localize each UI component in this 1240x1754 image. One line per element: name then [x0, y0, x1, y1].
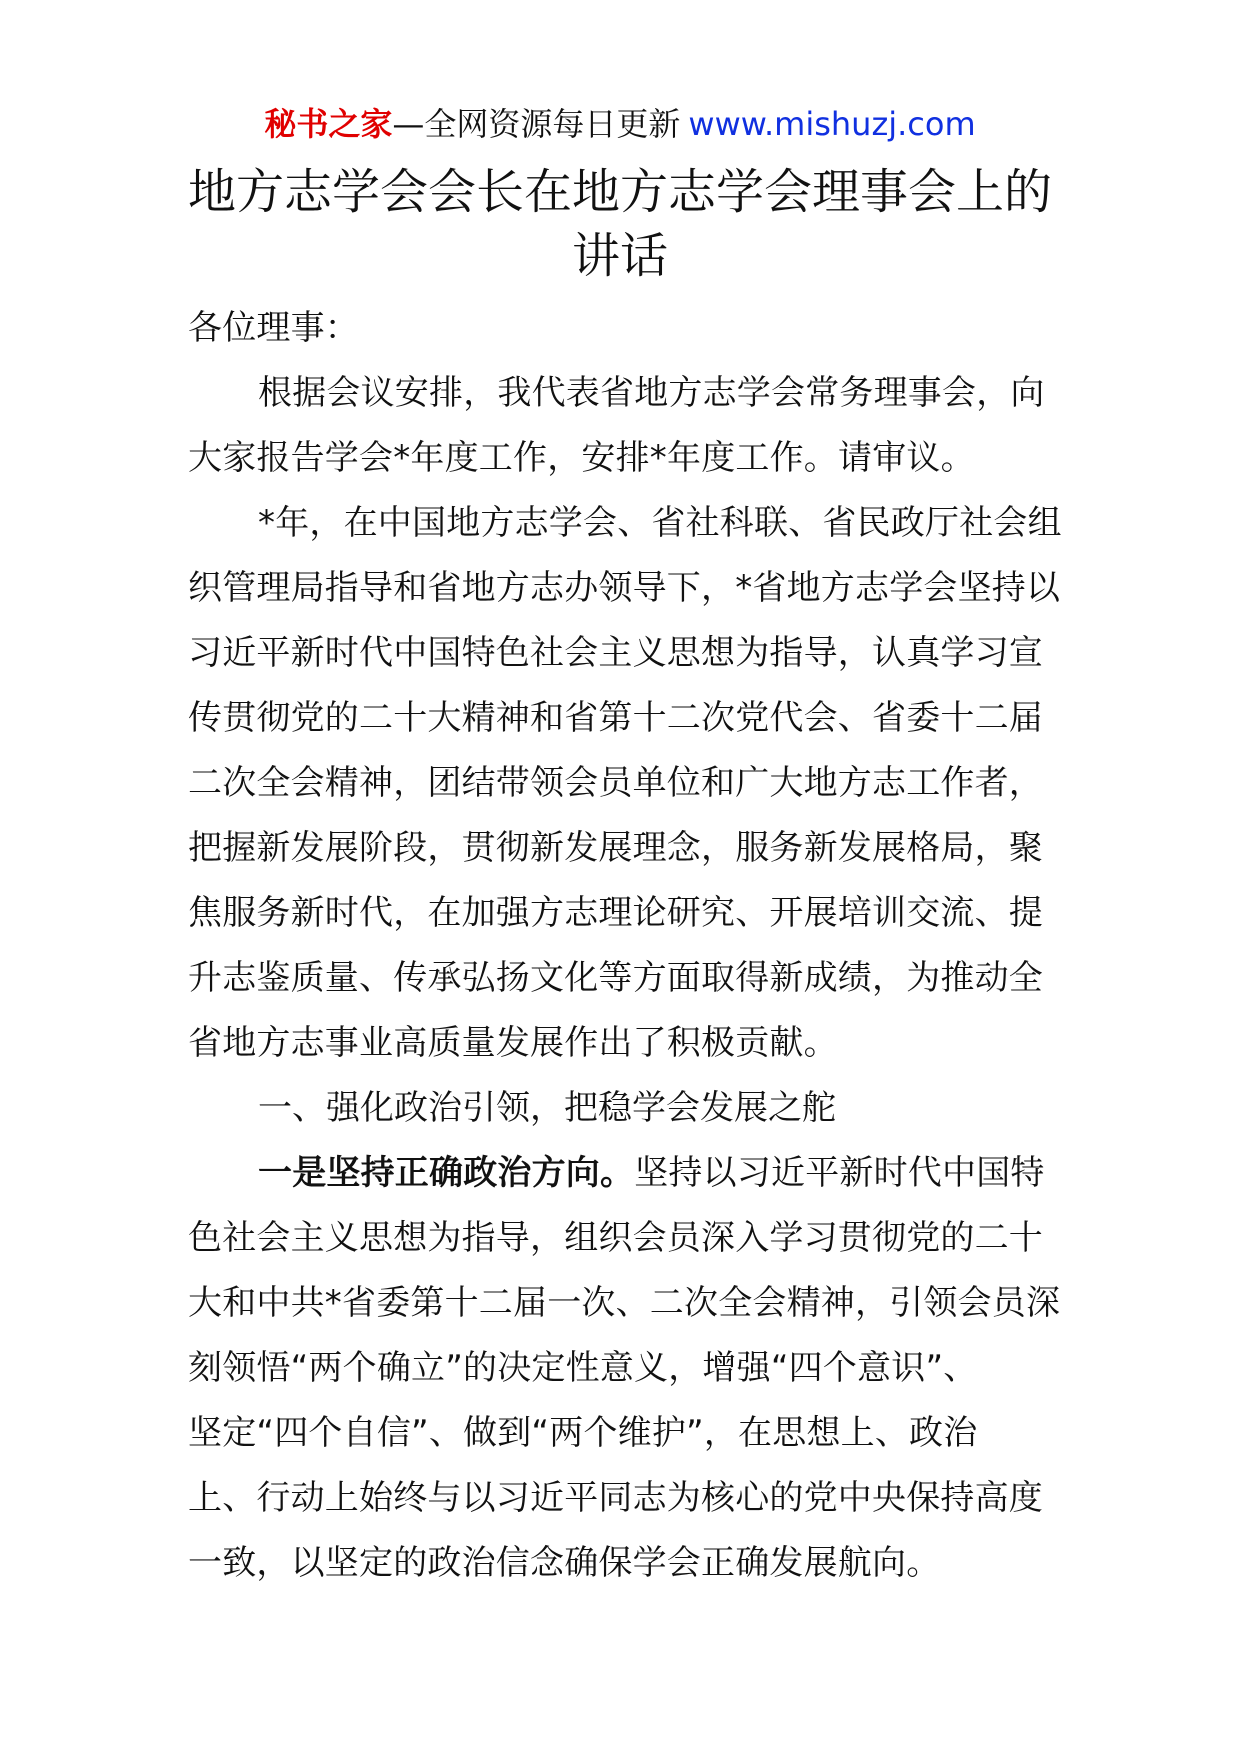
document-title — [150, 160, 1090, 288]
paragraph-line: 上、行动上始终与以习近平同志为核心的党中央保持高度 — [188, 1478, 1043, 1518]
paragraph-line: 一致，以坚定的政治信念确保学会正确发展航向。 — [188, 1543, 941, 1583]
document-title-line-1: 地方志学会会长在地方志学会理事会上的 — [187, 164, 1052, 220]
site-header — [0, 102, 1240, 146]
site-url-link[interactable]: www.mishuzj.com — [688, 105, 976, 143]
paragraph-line: 习近平新时代中国特色社会主义思想为指导，认真学习宣 — [188, 633, 1043, 673]
paragraph-line: 色社会主义思想为指导，组织会员深入学习贯彻党的二十 — [188, 1218, 1043, 1258]
paragraph-line: 织管理局指导和省地方志办领导下，*省地方志学会坚持以 — [188, 568, 1061, 608]
paragraph-report-intro — [188, 361, 1068, 491]
document-title-line-2: 讲话 — [571, 228, 668, 284]
paragraph-line-rest: 坚持以习近平新时代中国特 — [634, 1153, 1045, 1193]
paragraph-year-summary — [188, 491, 1068, 1076]
paragraph-line: 坚定“四个自信”、做到“两个维护”，在思想上、政治 — [188, 1413, 978, 1453]
paragraph-line: *年，在中国地方志学会、省社科联、省民政厅社会组 — [258, 503, 1062, 543]
paragraph-line: 焦服务新时代，在加强方志理论研究、开展培训交流、提 — [188, 893, 1043, 933]
paragraph-line: 把握新发展阶段，贯彻新发展理念，服务新发展格局，聚 — [188, 828, 1043, 868]
header-slogan: —全网资源每日更新 — [392, 105, 681, 143]
paragraph-line: 刻领悟“两个确立”的决定性意义，增强“四个意识”、 — [188, 1348, 978, 1388]
brand-name: 秘书之家 — [264, 105, 393, 143]
paragraph-line: 二次全会精神，团结带领会员单位和广大地方志工作者， — [188, 763, 1043, 803]
salutation: 各位理事： — [188, 308, 359, 348]
paragraph-line: 升志鉴质量、传承弘扬文化等方面取得新成绩，为推动全 — [188, 958, 1043, 998]
document-body — [188, 296, 1068, 1596]
paragraph-line — [188, 1141, 1068, 1206]
paragraph-line: 根据会议安排，我代表省地方志学会常务理事会，向 — [258, 373, 1045, 413]
paragraph-line: 省地方志事业高质量发展作出了积极贡献。 — [188, 1023, 838, 1063]
paragraph-line: 大家报告学会*年度工作，安排*年度工作。请审议。 — [188, 438, 975, 478]
paragraph-political-direction — [188, 1141, 1068, 1596]
bold-lead-text: 一是坚持正确政治方向。 — [258, 1153, 635, 1193]
paragraph-line: 传贯彻党的二十大精神和省第十二次党代会、省委十二届 — [188, 698, 1043, 738]
paragraph-line: 大和中共*省委第十二届一次、二次全会精神，引领会员深 — [188, 1283, 1061, 1323]
section-heading-1: 一、强化政治引领，把稳学会发展之舵 — [258, 1088, 836, 1128]
